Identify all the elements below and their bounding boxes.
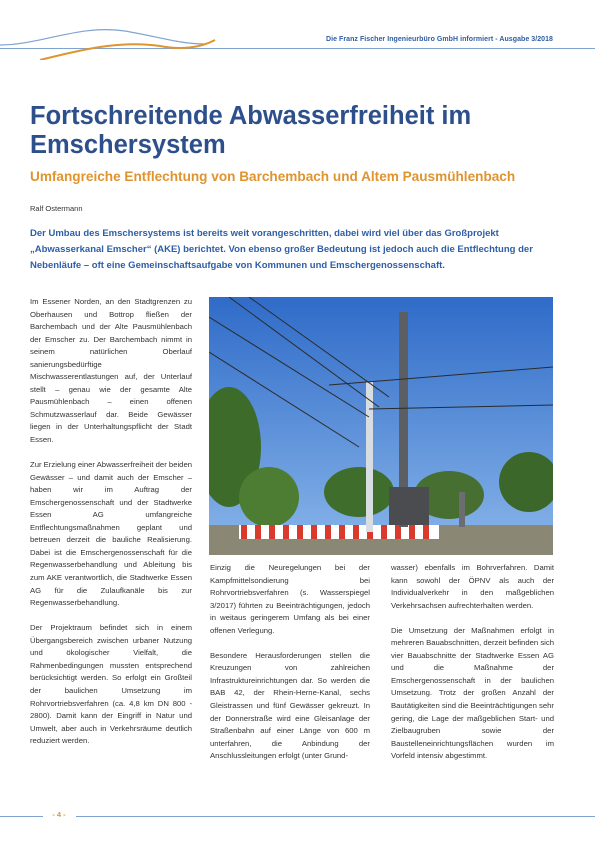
publication-line: Die Franz Fischer Ingenieurbüro GmbH informiert - Ausgabe 3/2018 — [326, 36, 553, 43]
paragraph: Im Essener Norden, an den Stadtgrenzen zu Oberhausen und Bottrop fließen der Barchembach und der Alte Pausmühlenbach der Emscher zu. Der Barchembach nimmt in seinem natürlichen Oberlauf sanierungsbedürftige Mischwasserentlastungen auf, der Unterlauf stellt – genau wie der gesamte Alte Pausmühlenbach – einen offenen Schmutzwasserlauf dar. Beide Gewässer liegen in der Unterhaltungspflicht der Stadt Essen. — [30, 297, 192, 445]
article-subtitle: Umfangreiche Entflechtung von Barchembach und Altem Pausmühlenbach — [30, 169, 516, 184]
paragraph: Der Projektraum befindet sich in einem Übergangsbereich zwischen urbaner Nutzung und ökologischer Vielfalt, die Rahmenbedingungen mussten entsprechend berücksichtigt werden. So erfolgt ein Großteil der baulichen Umsetzung im Rohrvortriebsverfahren (ca. 4,8 km DN 800 - 2800). Damit kann der Eingriff in Natur und Umwelt, aber auch in Verkehrsräume deutlich reduziert werden. — [30, 623, 192, 746]
construction-site-photo — [209, 297, 553, 555]
header-decoration — [0, 0, 595, 60]
page-number: - 4 - — [52, 810, 66, 819]
article-title: Fortschreitende Abwasserfreiheit im Emschersystem — [30, 102, 472, 159]
footer-rule-left — [0, 816, 43, 817]
paragraph: Einzig die Neuregelungen bei der Kampfmittelsondierung bei Rohrvortriebsverfahren (s. Wasserspiegel 3/2017) führten zu Beeinträchtigungen, jedoch in weitaus geringerem Umfang als bei einer offenen Verlegung. — [210, 563, 370, 635]
paragraph: Die Umsetzung der Maßnahmen erfolgt in mehreren Bauabschnitten, derzeit befinden sich vier Bauabschnitte der Stadtwerke Essen AG und die Maßnahme der Emschergenossenschaft in der baulichen Umsetzung. Trotz der großen Anzahl der Bautätigkeiten sind die Beeinträchtigungen sehr gering, die Lage der maßgeblichen Start- und Zielbaugruben sowie der Baustelleneinrichtungsflächen wurden im Vorfeld intensiv abgestimmt. — [391, 625, 554, 761]
paragraph: Zur Erzielung einer Abwasserfreiheit der beiden Gewässer – und damit auch der Emscher – haben wir im Auftrag der Emschergenossenschaft und der Stadtwerke Essen AG umfangreiche Entflechtungsmaßnahmen geplant und betreuen derzeit die bauliche Realisierung. Dabei ist die Emschergenossenschaft für die Regenwasserbehandlung und Ableitung bis zum AKE verantwortlich, die Stadtwerke Essen AG für die Zulaufkanäle bis zur Regenwasserbehandlung. — [30, 460, 192, 608]
paragraph: Besondere Herausforderungen stellen die Kreuzungen von zahlreichen Infrastruktureinrichtungen dar. So werden die BAB 42, der Rhein-Herne-Kanal, sechs Gleistrassen und fünf Gewässer gekreuzt. In der Donnerstraße wird eine Gleisanlage der Straßenbahn auf einer Länge von 600 m unterfahren, die Anbindung der Anschlussleitungen erfolgt (unter Grund- — [210, 650, 370, 761]
paragraph: wasser) ebenfalls im Bohrverfahren. Damit kann sowohl der ÖPNV als auch der Individualverkehr in den maßgeblichen Verkehrsachsen aufrechterhalten werden. — [391, 563, 554, 610]
footer-rule-right — [76, 816, 595, 817]
text-column-1 — [30, 296, 192, 760]
text-column-2 — [210, 562, 370, 775]
article-author: Ralf Ostermann — [30, 204, 83, 213]
article-lead: Der Umbau des Emschersystems ist bereits weit vorangeschritten, dabei wird viel über das Großprojekt „Abwasserkanal Emscher“ (AKE) berichtet. Von ebenso großer Bedeutung ist jedoch auch die Entflechtung der Nebenläufe – oft eine Gemeinschaftsaufgabe von Kommunen und Emschergenossenschaft. — [30, 228, 533, 271]
text-column-3 — [391, 562, 554, 775]
